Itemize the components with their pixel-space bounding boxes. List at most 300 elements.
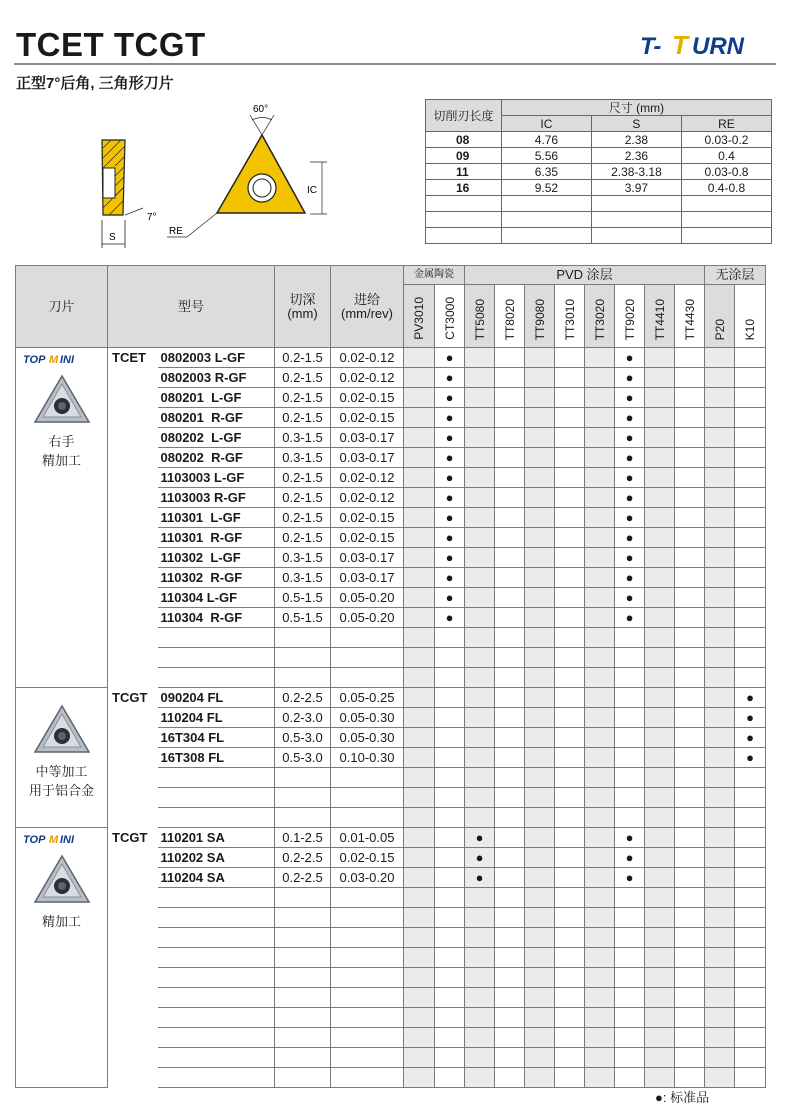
grade-cell-ct3000	[435, 628, 465, 648]
grade-cell-pv3010	[404, 568, 435, 588]
grade-cell-tt9020	[615, 908, 645, 928]
grade-cell-k10	[735, 528, 766, 548]
table-row	[16, 628, 766, 648]
grade-cell-pv3010	[404, 668, 435, 688]
table-row	[426, 196, 772, 212]
standard-dot: ●	[435, 528, 465, 548]
feed-value	[331, 1048, 404, 1068]
series-blank	[108, 668, 158, 688]
grade-cell-tt4430	[675, 908, 705, 928]
depth-value: 0.1-2.5	[275, 828, 331, 848]
grade-cell-tt3020	[585, 448, 615, 468]
grade-cell-tt4410	[645, 888, 675, 908]
grade-cell-k10	[735, 1008, 766, 1028]
model-code: 110304 R-GF	[158, 608, 275, 628]
grade-cell-tt3020	[585, 1048, 615, 1068]
depth-value	[275, 648, 331, 668]
grade-cell-tt9080	[525, 388, 555, 408]
grade-label: K10	[743, 318, 757, 340]
topmini-ini: INI	[59, 834, 74, 846]
depth-value	[275, 668, 331, 688]
clearance-angle-label: 7°	[147, 212, 157, 223]
grade-cell-tt4410	[645, 1008, 675, 1028]
series-blank	[108, 428, 158, 448]
table-row	[426, 180, 772, 196]
grade-cell-tt8020	[495, 548, 525, 568]
grade-cell-tt5080	[465, 708, 495, 728]
grade-header-tt4410	[645, 285, 675, 348]
grade-cell-tt3020	[585, 468, 615, 488]
grade-header-tt9080	[525, 285, 555, 348]
depth-value: 0.2-1.5	[275, 348, 331, 368]
depth-value: 0.5-3.0	[275, 748, 331, 768]
model-code: 080202 L-GF	[158, 428, 275, 448]
grade-cell-tt5080	[465, 388, 495, 408]
grade-cell-pv3010	[404, 348, 435, 368]
table-row	[16, 508, 766, 528]
series-blank	[108, 628, 158, 648]
topmini-top: TOP	[22, 354, 45, 366]
table-row	[426, 228, 772, 244]
depth-value: 0.2-2.5	[275, 848, 331, 868]
grade-cell-pv3010	[404, 548, 435, 568]
grade-cell-tt3010	[555, 908, 585, 928]
grade-header-tt8020	[495, 285, 525, 348]
depth-value	[275, 988, 331, 1008]
grade-cell-tt5080	[465, 668, 495, 688]
grade-cell-ct3000	[435, 908, 465, 928]
grade-cell-tt9020	[615, 1048, 645, 1068]
grade-cell-tt4410	[645, 528, 675, 548]
grade-cell-tt3020	[585, 668, 615, 688]
grade-cell-tt3010	[555, 708, 585, 728]
grade-cell-tt9080	[525, 1068, 555, 1088]
grade-cell-tt5080	[465, 648, 495, 668]
grade-cell-tt3020	[585, 688, 615, 708]
standard-dot: ●	[615, 388, 645, 408]
grade-cell-tt3010	[555, 568, 585, 588]
col-re: RE	[681, 116, 771, 132]
grade-cell-ct3000	[435, 868, 465, 888]
table-row	[16, 348, 766, 368]
grade-cell-tt9080	[525, 488, 555, 508]
grade-cell-tt4410	[645, 728, 675, 748]
grade-cell-tt4430	[675, 948, 705, 968]
grade-cell-tt4430	[675, 768, 705, 788]
table-row	[16, 808, 766, 828]
grade-label: TT9080	[532, 298, 547, 340]
grade-header-tt4430	[675, 285, 705, 348]
grade-cell-tt9080	[525, 528, 555, 548]
standard-dot: ●	[435, 448, 465, 468]
grade-label: TT3020	[592, 298, 607, 340]
grade-cell-tt3020	[585, 648, 615, 668]
col-insert: 刀片	[16, 266, 108, 348]
grade-cell-tt5080	[465, 588, 495, 608]
grade-cell-tt3020	[585, 988, 615, 1008]
grade-cell-tt9080	[525, 408, 555, 428]
feed-value: 0.02-0.12	[331, 368, 404, 388]
depth-label: 切深	[289, 291, 316, 307]
grade-cell-tt9080	[525, 648, 555, 668]
grade-cell-tt3020	[585, 528, 615, 548]
grade-cell-tt8020	[495, 508, 525, 528]
s-dimension-label: S	[109, 232, 116, 243]
col-model: 型号	[108, 266, 275, 348]
col-group-uncoated: 无涂层	[705, 266, 766, 285]
grade-cell-tt3010	[555, 788, 585, 808]
grade-cell-p20	[705, 708, 735, 728]
grade-cell-tt9020	[615, 728, 645, 748]
feed-value	[331, 788, 404, 808]
topmini-m: M	[48, 834, 58, 846]
grade-cell-tt3010	[555, 868, 585, 888]
grade-cell-tt4410	[645, 988, 675, 1008]
table-row	[16, 1028, 766, 1048]
grade-cell-tt8020	[495, 368, 525, 388]
brand-t: T	[672, 30, 688, 60]
grade-cell-tt4430	[675, 968, 705, 988]
grade-cell-tt4430	[675, 688, 705, 708]
page-title: TCET TCGT	[16, 26, 206, 63]
depth-value	[275, 888, 331, 908]
grade-cell-tt9020	[615, 688, 645, 708]
model-code	[158, 808, 275, 828]
grade-cell-tt9080	[525, 588, 555, 608]
grade-cell-tt3020	[585, 968, 615, 988]
grade-cell-k10	[735, 588, 766, 608]
grade-cell-tt4410	[645, 348, 675, 368]
grade-cell-pv3010	[404, 1048, 435, 1068]
grade-cell-tt3020	[585, 708, 615, 728]
grade-cell-ct3000	[435, 788, 465, 808]
standard-dot: ●	[735, 728, 766, 748]
model-code	[158, 668, 275, 688]
grade-cell-ct3000	[435, 808, 465, 828]
series-blank	[108, 748, 158, 768]
standard-dot: ●	[465, 828, 495, 848]
grade-cell-tt9020	[615, 888, 645, 908]
topmini-ini: INI	[59, 354, 74, 366]
grade-cell-p20	[705, 568, 735, 588]
s-value: 2.36	[591, 148, 681, 164]
table-row	[16, 768, 766, 788]
insert-photo-icon	[32, 372, 92, 428]
grade-cell-tt8020	[495, 828, 525, 848]
depth-value	[275, 808, 331, 828]
grade-cell-tt8020	[495, 468, 525, 488]
grade-cell-tt3010	[555, 448, 585, 468]
grade-cell-tt9080	[525, 1008, 555, 1028]
included-angle-label: 60°	[253, 104, 269, 115]
grade-cell-tt3020	[585, 728, 615, 748]
feed-unit: (mm/rev)	[341, 305, 393, 321]
grade-cell-tt4410	[645, 388, 675, 408]
grade-cell-tt4410	[645, 788, 675, 808]
grade-cell-pv3010	[404, 488, 435, 508]
grade-header-ct3000	[435, 285, 465, 348]
grade-cell-tt3020	[585, 948, 615, 968]
series-code: TCET	[108, 348, 158, 368]
grade-cell-tt8020	[495, 888, 525, 908]
table-row	[16, 648, 766, 668]
grade-cell-pv3010	[404, 468, 435, 488]
grade-cell-tt4410	[645, 588, 675, 608]
grade-cell-tt3020	[585, 588, 615, 608]
grade-cell-k10	[735, 468, 766, 488]
grade-cell-tt3020	[585, 908, 615, 928]
depth-value: 0.2-1.5	[275, 468, 331, 488]
grade-cell-tt4410	[645, 648, 675, 668]
grade-cell-tt8020	[495, 688, 525, 708]
standard-dot: ●	[435, 428, 465, 448]
grade-cell-tt8020	[495, 968, 525, 988]
topmini-top: TOP	[22, 834, 45, 846]
grade-cell-tt9080	[525, 348, 555, 368]
series-blank	[108, 468, 158, 488]
feed-value: 0.03-0.17	[331, 568, 404, 588]
insert-desc-2: 用于铝合金	[28, 783, 94, 798]
grade-cell-ct3000	[435, 928, 465, 948]
insert-tcgt-fl	[16, 688, 108, 828]
grade-cell-tt4430	[675, 1048, 705, 1068]
grade-cell-tt4410	[645, 948, 675, 968]
grade-cell-tt5080	[465, 1048, 495, 1068]
standard-dot: ●	[615, 608, 645, 628]
grade-cell-ct3000	[435, 848, 465, 868]
table-row	[16, 928, 766, 948]
grade-cell-tt8020	[495, 428, 525, 448]
grade-cell-k10	[735, 848, 766, 868]
depth-value: 0.2-1.5	[275, 408, 331, 428]
grade-cell-tt8020	[495, 808, 525, 828]
feed-value	[331, 908, 404, 928]
grade-cell-k10	[735, 408, 766, 428]
grade-cell-tt8020	[495, 768, 525, 788]
standard-dot: ●	[615, 448, 645, 468]
grade-cell-ct3000	[435, 828, 465, 848]
model-code	[158, 788, 275, 808]
table-row	[16, 848, 766, 868]
feed-value	[331, 948, 404, 968]
grade-cell-k10	[735, 1028, 766, 1048]
feed-value: 0.03-0.20	[331, 868, 404, 888]
size-code: 08	[426, 132, 502, 148]
grade-cell-k10	[735, 968, 766, 988]
model-code: 16T308 FL	[158, 748, 275, 768]
grade-cell-tt4430	[675, 668, 705, 688]
grade-cell-tt3020	[585, 388, 615, 408]
grade-cell-tt5080	[465, 468, 495, 488]
grade-cell-tt5080	[465, 948, 495, 968]
brand-text: T-	[640, 33, 662, 60]
standard-dot: ●	[435, 568, 465, 588]
grade-cell-tt9080	[525, 808, 555, 828]
s-value: 3.97	[591, 180, 681, 196]
grade-cell-tt8020	[495, 1048, 525, 1068]
table-row	[16, 788, 766, 808]
re-value: 0.4-0.8	[681, 180, 771, 196]
feed-value	[331, 768, 404, 788]
grade-cell-ct3000	[435, 1048, 465, 1068]
grade-cell-tt9080	[525, 668, 555, 688]
series-blank	[108, 728, 158, 748]
insert-desc-2: 精加工	[41, 453, 81, 468]
grade-cell-p20	[705, 848, 735, 868]
standard-dot: ●	[615, 488, 645, 508]
grade-cell-tt4430	[675, 368, 705, 388]
grade-cell-k10	[735, 568, 766, 588]
grade-cell-tt3020	[585, 408, 615, 428]
model-code	[158, 888, 275, 908]
grade-cell-tt9080	[525, 1028, 555, 1048]
grade-cell-tt9020	[615, 628, 645, 648]
grade-cell-tt4410	[645, 1068, 675, 1088]
grade-cell-k10	[735, 508, 766, 528]
series-blank	[108, 868, 158, 888]
grade-cell-tt8020	[495, 568, 525, 588]
grade-cell-ct3000	[435, 648, 465, 668]
grade-cell-tt3010	[555, 508, 585, 528]
standard-dot: ●	[435, 368, 465, 388]
grade-cell-tt5080	[465, 748, 495, 768]
grade-cell-tt3020	[585, 508, 615, 528]
standard-dot: ●	[615, 828, 645, 848]
grade-cell-p20	[705, 668, 735, 688]
depth-value: 0.5-3.0	[275, 728, 331, 748]
grade-cell-k10	[735, 388, 766, 408]
ic-value: 5.56	[501, 148, 591, 164]
s-value: 2.38-3.18	[591, 164, 681, 180]
table-row	[16, 1048, 766, 1068]
grade-cell-pv3010	[404, 868, 435, 888]
col-group-cermet: 金属陶瓷	[404, 266, 465, 285]
grade-cell-k10	[735, 668, 766, 688]
grade-cell-tt5080	[465, 488, 495, 508]
insert-desc-1: 右手	[48, 434, 75, 449]
grade-cell-tt4430	[675, 808, 705, 828]
feed-value: 0.05-0.30	[331, 728, 404, 748]
grade-cell-tt5080	[465, 448, 495, 468]
grade-cell-tt4430	[675, 508, 705, 528]
model-code: 110302 R-GF	[158, 568, 275, 588]
table-row	[16, 748, 766, 768]
grade-cell-k10	[735, 608, 766, 628]
grade-cell-tt4430	[675, 788, 705, 808]
grade-cell-pv3010	[404, 728, 435, 748]
grade-cell-tt8020	[495, 1008, 525, 1028]
grade-cell-pv3010	[404, 528, 435, 548]
grade-cell-ct3000	[435, 688, 465, 708]
table-row	[426, 148, 772, 164]
model-code: 080201 R-GF	[158, 408, 275, 428]
feed-value	[331, 668, 404, 688]
feed-value: 0.01-0.05	[331, 828, 404, 848]
grade-cell-tt5080	[465, 408, 495, 428]
grade-cell-tt4410	[645, 1028, 675, 1048]
col-depth	[275, 266, 331, 348]
insert-top-view-drawing	[165, 100, 335, 250]
series-blank	[108, 768, 158, 788]
grade-cell-tt5080	[465, 1068, 495, 1088]
grade-cell-p20	[705, 348, 735, 368]
grade-cell-tt4430	[675, 468, 705, 488]
feed-value: 0.02-0.15	[331, 408, 404, 428]
series-blank	[108, 708, 158, 728]
grade-cell-pv3010	[404, 1068, 435, 1088]
grade-cell-k10	[735, 908, 766, 928]
grade-cell-tt4410	[645, 808, 675, 828]
ic-value: 4.76	[501, 132, 591, 148]
grade-cell-tt4410	[645, 408, 675, 428]
grade-cell-tt3020	[585, 768, 615, 788]
grade-cell-tt5080	[465, 568, 495, 588]
grade-cell-k10	[735, 928, 766, 948]
depth-value	[275, 1068, 331, 1088]
grade-cell-tt3010	[555, 408, 585, 428]
grade-cell-tt9020	[615, 808, 645, 828]
depth-value	[275, 908, 331, 928]
grade-cell-pv3010	[404, 1008, 435, 1028]
grade-cell-p20	[705, 728, 735, 748]
grade-cell-tt3020	[585, 488, 615, 508]
grade-cell-k10	[735, 648, 766, 668]
grade-cell-tt3020	[585, 1028, 615, 1048]
grade-cell-tt8020	[495, 528, 525, 548]
grade-cell-p20	[705, 368, 735, 388]
re-dimension-label: RE	[169, 226, 183, 237]
grade-cell-tt3020	[585, 848, 615, 868]
grade-cell-p20	[705, 908, 735, 928]
grade-cell-ct3000	[435, 948, 465, 968]
grade-cell-tt4410	[645, 908, 675, 928]
grade-cell-tt3010	[555, 428, 585, 448]
grade-cell-tt3020	[585, 1068, 615, 1088]
grade-cell-tt4410	[645, 748, 675, 768]
feed-value: 0.05-0.20	[331, 588, 404, 608]
grade-cell-tt3020	[585, 888, 615, 908]
series-blank	[108, 528, 158, 548]
table-row	[16, 708, 766, 728]
model-code: 1103003 L-GF	[158, 468, 275, 488]
table-row	[16, 588, 766, 608]
grade-cell-tt5080	[465, 988, 495, 1008]
grade-cell-ct3000	[435, 1068, 465, 1088]
grade-cell-tt4410	[645, 828, 675, 848]
grade-cell-tt8020	[495, 868, 525, 888]
grade-cell-tt4430	[675, 628, 705, 648]
grade-cell-tt4410	[645, 448, 675, 468]
grade-cell-tt3020	[585, 868, 615, 888]
grade-cell-tt9020	[615, 768, 645, 788]
legend-standard-item: ●: 标准品	[655, 1090, 710, 1105]
standard-dot: ●	[435, 488, 465, 508]
model-code	[158, 1048, 275, 1068]
grade-cell-ct3000	[435, 888, 465, 908]
grade-cell-tt9080	[525, 988, 555, 1008]
standard-dot: ●	[615, 568, 645, 588]
grade-cell-p20	[705, 588, 735, 608]
series-blank	[108, 968, 158, 988]
grade-cell-tt4430	[675, 708, 705, 728]
grade-cell-k10	[735, 788, 766, 808]
standard-dot: ●	[465, 868, 495, 888]
grade-cell-tt8020	[495, 388, 525, 408]
grade-cell-tt8020	[495, 848, 525, 868]
grade-header-k10	[735, 285, 766, 348]
grade-cell-tt3020	[585, 568, 615, 588]
grade-cell-tt3010	[555, 488, 585, 508]
